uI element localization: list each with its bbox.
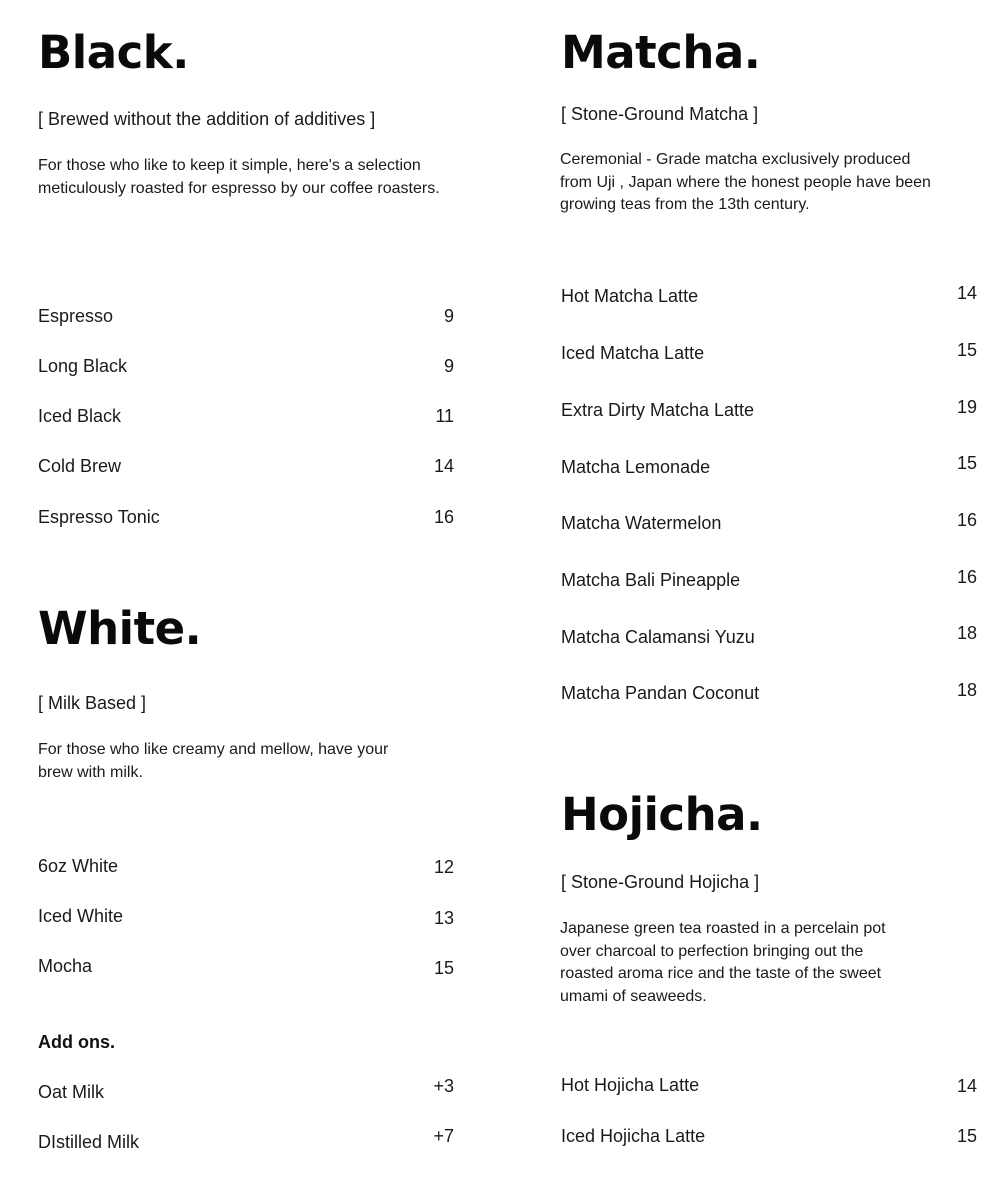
menu-item-name: Matcha Lemonade xyxy=(561,457,711,477)
menu-item-price: 16 xyxy=(433,507,454,527)
menu-item-name: Matcha Pandan Coconut xyxy=(561,683,760,703)
menu-item-price: 15 xyxy=(956,1126,977,1146)
menu-item-name: Matcha Watermelon xyxy=(561,513,722,533)
menu-item-price: 14 xyxy=(433,456,454,476)
menu-item-name: Long Black xyxy=(38,356,128,376)
matcha-section-subtitle: [ Stone-Ground Matcha ] xyxy=(561,104,759,124)
white-section-description: For those who like creamy and mellow, have your brew with milk. xyxy=(38,741,389,781)
menu-item-name: Extra Dirty Matcha Latte xyxy=(561,400,755,420)
menu-item-name: Iced Black xyxy=(38,406,122,426)
addon-item-price: +7 xyxy=(433,1126,454,1146)
matcha-section-title: Matcha. xyxy=(561,26,761,79)
black-section-title: Black. xyxy=(38,26,189,79)
hojicha-section-subtitle: [ Stone-Ground Hojicha ] xyxy=(561,872,760,892)
menu-item-price: 13 xyxy=(433,908,454,928)
menu-item-price: 16 xyxy=(956,567,977,587)
menu-item-price: 9 xyxy=(443,356,454,376)
menu-item-price: 11 xyxy=(435,406,454,426)
menu-item-price: 16 xyxy=(956,510,977,530)
addon-item-name: DIstilled Milk xyxy=(38,1132,140,1152)
menu-item-price: 9 xyxy=(443,306,454,326)
menu-item-price: 15 xyxy=(433,958,454,978)
black-section-subtitle: [ Brewed without the addition of additives ] xyxy=(38,109,376,129)
menu-item-price: 14 xyxy=(956,1076,977,1096)
menu-item-name: Cold Brew xyxy=(38,456,122,476)
menu-item-price: 14 xyxy=(956,283,977,303)
addons-heading: Add ons. xyxy=(38,1032,115,1052)
addon-item-price: +3 xyxy=(433,1076,454,1096)
menu-item-name: Mocha xyxy=(38,956,93,976)
matcha-section-description: Ceremonial - Grade matcha exclusively produced from Uji , Japan where the honest people have been growing teas from the 13th century. xyxy=(560,151,931,213)
menu-item-name: Iced Matcha Latte xyxy=(561,343,705,363)
menu-item-name: Hot Matcha Latte xyxy=(561,286,699,306)
menu-item-name: Hot Hojicha Latte xyxy=(561,1075,700,1095)
menu-item-name: Iced White xyxy=(38,906,124,926)
menu-item-name: Iced Hojicha Latte xyxy=(561,1126,706,1146)
menu-item-price: 18 xyxy=(956,623,977,643)
hojicha-section-description: Japanese green tea roasted in a percelain pot over charcoal to perfection bringing out the roasted aroma rice and the taste of the sweet umami of seaweeds. xyxy=(560,920,886,1005)
menu-item-price: 15 xyxy=(956,340,977,360)
menu-item-price: 18 xyxy=(956,680,977,700)
menu-item-price: 15 xyxy=(956,453,977,473)
black-section-description: For those who like to keep it simple, here's a selection meticulously roasted for espresso by our coffee roasters. xyxy=(38,157,440,197)
menu-item-name: Matcha Bali Pineapple xyxy=(561,570,741,590)
menu-item-name: Espresso xyxy=(38,306,114,326)
menu-item-name: Matcha Calamansi Yuzu xyxy=(561,627,755,647)
menu-item-name: Espresso Tonic xyxy=(38,507,160,527)
addon-item-name: Oat Milk xyxy=(38,1082,105,1102)
menu-item-name: 6oz White xyxy=(38,856,119,876)
menu-item-price: 12 xyxy=(433,857,454,877)
hojicha-section-title: Hojicha. xyxy=(561,788,763,841)
white-section-subtitle: [ Milk Based ] xyxy=(38,693,147,713)
white-section-title: White. xyxy=(38,602,202,655)
menu-item-price: 19 xyxy=(956,397,977,417)
